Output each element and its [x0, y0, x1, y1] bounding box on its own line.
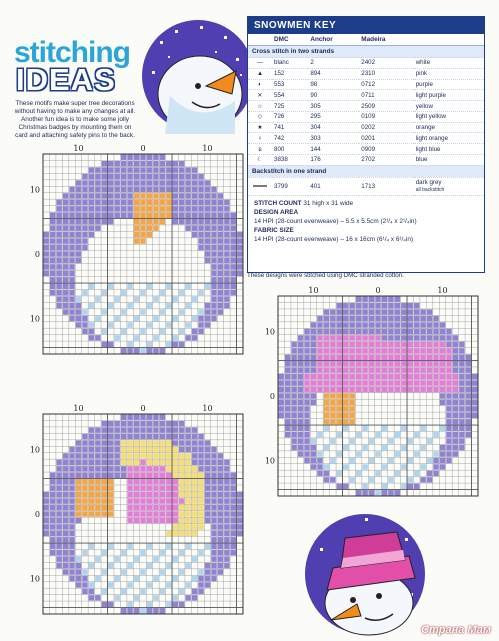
- watermark: Страна Мам: [421, 624, 491, 636]
- chart-snowman-3: [25, 400, 247, 630]
- key-cell-symbol: ★: [248, 122, 272, 133]
- chart-top-tick: 10: [73, 144, 84, 153]
- fabric-size-value: 14 HPI (28-count evenweave) – 16 x 16cm (6¹/₄ x 6¹/₄in): [254, 235, 414, 243]
- chart-top-tick: 10: [73, 404, 84, 413]
- key-cell-anchor: 303: [308, 133, 359, 144]
- key-back-symbol: [248, 177, 272, 195]
- key-cell-dmc: 725: [272, 101, 308, 112]
- stitching-title: stitching: [14, 36, 130, 69]
- key-cell-name: light purple: [414, 90, 484, 101]
- key-cell-name: yellow: [414, 101, 484, 112]
- stitch-count-label: STITCH COUNT: [254, 199, 302, 207]
- key-cell-dmc: 554: [272, 90, 308, 101]
- chart-left-tick: 0: [269, 392, 275, 401]
- key-cell-madeira: 0201: [359, 133, 413, 144]
- key-cell-anchor: 90: [308, 90, 359, 101]
- chart-left-tick: 0: [34, 250, 40, 259]
- key-back-anchor: 401: [308, 177, 359, 195]
- key-row: [248, 155, 484, 166]
- key-cell-dmc: 553: [272, 79, 308, 90]
- key-back-madeira: 1713: [359, 177, 413, 195]
- key-row: [248, 58, 484, 69]
- key-cell-madeira: 2310: [359, 68, 413, 79]
- design-area-label: DESIGN AREA: [254, 208, 299, 216]
- key-row: [248, 122, 484, 133]
- chart-snowman-2: [260, 282, 482, 512]
- intro-text: These motifs make super tree decorations without having to make any changes at all. Another fun idea is to make some jolly Christmas badges by mounting them on card and attaching safety pins to the back.: [14, 100, 136, 139]
- key-cell-name: light yellow: [414, 111, 484, 122]
- key-back-dmc: 3799: [272, 177, 308, 195]
- key-cell-madeira: 0202: [359, 122, 413, 133]
- chart-left-tick: 10: [29, 185, 40, 195]
- key-cell-name: light orange: [414, 133, 484, 144]
- key-title: SNOWMEN KEY: [248, 17, 484, 34]
- design-area-value: 14 HPI (28-count evenweave) – 5.5 x 5.5cm (2¹/₄ x 2¹/₄in): [254, 217, 417, 225]
- stitched-snowman-photo-bottom: [305, 508, 425, 636]
- key-cell-dmc: 152: [272, 68, 308, 79]
- key-cell-symbol: ◇: [248, 111, 272, 122]
- key-cell-symbol: ◐: [248, 79, 272, 90]
- key-cell-name: light blue: [414, 144, 484, 155]
- section-backstitch: Backstitch in one strand: [248, 165, 484, 177]
- key-cell-dmc: 742: [272, 133, 308, 144]
- key-cell-name: pink: [414, 68, 484, 79]
- key-cell-anchor: 305: [308, 101, 359, 112]
- chart-left-tick: 10: [29, 445, 40, 455]
- key-row: [248, 68, 484, 79]
- key-cell-dmc: 800: [272, 144, 308, 155]
- chart-top-tick: 10: [202, 404, 213, 413]
- key-cell-symbol: ☆: [248, 101, 272, 112]
- chart-left-tick: 0: [34, 510, 40, 519]
- chart-left-tick: 10: [264, 327, 275, 337]
- key-cell-madeira: 0712: [359, 79, 413, 90]
- key-cell-name: blue: [414, 155, 484, 166]
- key-cell-madeira: 2509: [359, 101, 413, 112]
- key-table: [248, 34, 484, 196]
- key-cell-anchor: 304: [308, 122, 359, 133]
- chart-snowman-1: [25, 140, 247, 370]
- section-cross-stitch: Cross stitch in two strands: [248, 46, 484, 58]
- key-cell-madeira: 0909: [359, 144, 413, 155]
- key-header-madeira: Madeira: [359, 34, 413, 46]
- key-back-name-cell: [414, 177, 484, 195]
- chart-top-tick: 10: [308, 286, 319, 295]
- key-row: [248, 133, 484, 144]
- key-cell-madeira: 2402: [359, 58, 413, 69]
- key-cell-anchor: 144: [308, 144, 359, 155]
- snowmen-key: [247, 16, 485, 273]
- ideas-title: IDEAS: [16, 62, 116, 97]
- key-row: [248, 90, 484, 101]
- key-row: [248, 79, 484, 90]
- key-header-anchor: Anchor: [308, 34, 359, 46]
- stitch-count-value: 31 high x 31 wide: [303, 199, 354, 207]
- key-row-backstitch: [248, 177, 484, 195]
- key-header-symbol: [248, 34, 272, 46]
- key-cell-anchor: 176: [308, 155, 359, 166]
- key-cell-madeira: 0109: [359, 111, 413, 122]
- key-cell-anchor: 894: [308, 68, 359, 79]
- key-cell-dmc: 726: [272, 111, 308, 122]
- key-header-dmc: DMC: [272, 34, 308, 46]
- key-cell-symbol: ☾: [248, 155, 272, 166]
- key-cell-name: orange: [414, 122, 484, 133]
- chart-top-tick: 10: [202, 144, 213, 153]
- key-header-name: [414, 34, 484, 46]
- key-cell-dmc: blanc: [272, 58, 308, 69]
- key-cell-symbol: ✕: [248, 90, 272, 101]
- stitched-snowman-photo-top: [140, 16, 250, 134]
- key-row: [248, 111, 484, 122]
- key-row: [248, 144, 484, 155]
- key-info: [248, 196, 484, 244]
- key-cell-madeira: 2702: [359, 155, 413, 166]
- key-cell-symbol: ▲: [248, 68, 272, 79]
- key-row: [248, 101, 484, 112]
- key-back-name: dark grey: [415, 179, 442, 187]
- key-back-note: all backstitch: [415, 187, 445, 194]
- key-cell-symbol: ɕ: [248, 144, 272, 155]
- fabric-size-label: FABRIC SIZE: [254, 226, 294, 234]
- chart-top-tick: 10: [437, 286, 448, 295]
- chart-top-tick: 0: [375, 286, 381, 295]
- key-cell-madeira: 0711: [359, 90, 413, 101]
- key-cell-symbol: ♀: [248, 133, 272, 144]
- chart-left-tick: 10: [29, 574, 40, 584]
- key-cell-dmc: 741: [272, 122, 308, 133]
- key-cell-symbol: —: [248, 58, 272, 69]
- chart-top-tick: 0: [140, 404, 146, 413]
- key-cell-anchor: 295: [308, 111, 359, 122]
- key-cell-anchor: 2: [308, 58, 359, 69]
- chart-left-tick: 10: [264, 456, 275, 466]
- key-cell-anchor: 98: [308, 79, 359, 90]
- key-footer: These designs were stitched using DMC stranded cotton.: [247, 272, 404, 279]
- chart-left-tick: 10: [29, 314, 40, 324]
- key-cell-name: white: [414, 58, 484, 69]
- key-cell-name: purple: [414, 79, 484, 90]
- chart-top-tick: 0: [140, 144, 146, 153]
- key-cell-dmc: 3838: [272, 155, 308, 166]
